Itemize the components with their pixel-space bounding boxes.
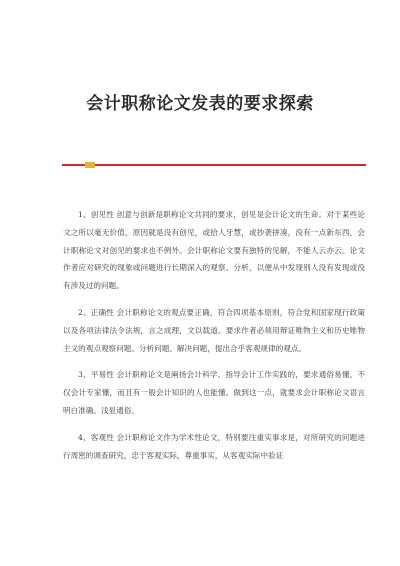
document-body <box>63 206 365 473</box>
paragraph-creativity: 1、创见性 创意与创新是职称论文共同的要求，创见是会计论文的生命。对于某些论文之所以毫无价值，原因就是没有创见，或拾人牙慧，或抄袭拼凑，没有一点新东西，会计职称论文对创见的要求也不例外。会计职称论文要有独特的见解，不能人云亦云。论文作者应对研究的现象或问题进行长期深入的观察、分析，以便从中发现别人没有发现或没有涉及过的问题。 <box>63 210 365 291</box>
paragraph-correctness: 2、正确性 会计职称论文的观点要正确，符合四项基本原则，符合党和国家现行政策以及各项法律法令法规，言之成理，文以载道。要求作者必须用辩证唯物主义和历史唯物主义的观点观察问题、分析问题、解决问题，提出合乎客观规律的观点。 <box>63 307 365 353</box>
document-title: 会计职称论文发表的要求探索 <box>86 94 314 114</box>
paragraph-plainness: 3、平易性 会计职称论文是阐扬会计科学、指导会计工作实践的，要求通俗易懂，不仅会计专家懂，而且有一般会计知识的人也能懂。做到这一点，就要求会计职称论文语言明白准确、浅显通俗。 <box>63 370 365 415</box>
paragraph-objectivity: 4、客观性 会计职称论文作为学术性论文，特别要注重实事求是，对所研究的问题进行周密的调查研究，忠于客观实际，尊重事实，从客观实际中验证 <box>63 432 365 460</box>
divider-accent-mark <box>85 162 95 168</box>
title-divider <box>62 164 366 166</box>
